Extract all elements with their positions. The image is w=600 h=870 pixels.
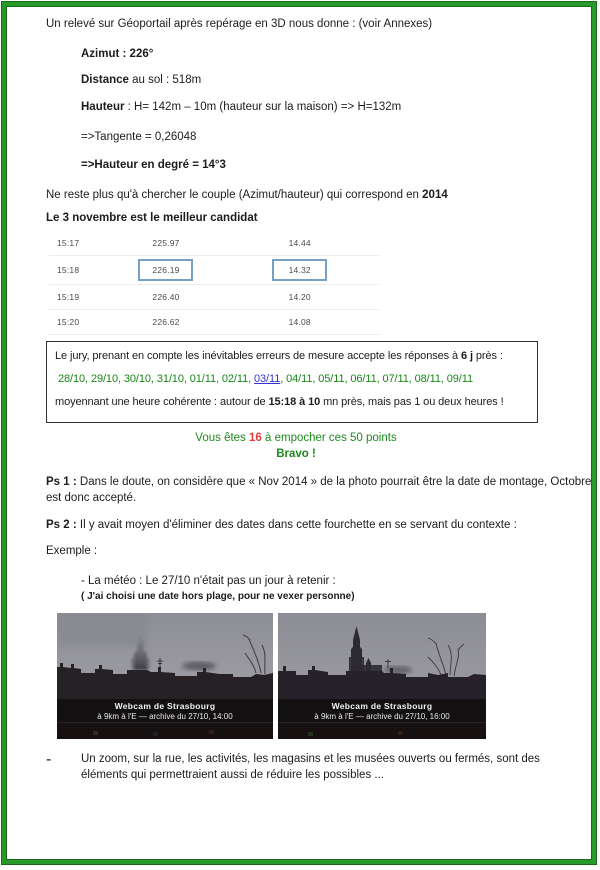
winners-count: 16 xyxy=(249,432,262,444)
meteo-line: - La météo : Le 27/10 n'était pas un jour à retenir : xyxy=(81,575,336,587)
jury-rule-end: près : xyxy=(472,350,503,362)
cell-time: 15:20 xyxy=(57,317,80,327)
cell-hauteur: 14.20 xyxy=(288,292,311,302)
webcam-subtitle: à 9km à l'E — archive du 27/10, 16:00 xyxy=(314,712,450,721)
ps2-note xyxy=(46,517,600,533)
example-label: Exemple : xyxy=(46,545,98,557)
distance-value: au sol : 518m xyxy=(128,74,202,86)
dates-before-link: 28/10, 29/10, 30/10, 31/10, 01/11, 02/11, xyxy=(58,373,255,385)
cell-time: 15:18 xyxy=(57,265,80,275)
search-sentence xyxy=(46,187,592,203)
hour-rule-text: moyennant une heure cohérente : autour de xyxy=(55,396,269,408)
bravo-line: Bravo ! xyxy=(276,448,316,460)
table-row xyxy=(49,231,379,256)
webcam-caption xyxy=(57,699,273,722)
winners-post: à empocher ces 50 points xyxy=(261,432,397,444)
webcam-subtitle: à 9km à l'E — archive du 27/10, 14:00 xyxy=(97,712,233,721)
window-glow xyxy=(398,731,403,735)
date-link-03-11[interactable]: 03/11 xyxy=(254,373,281,385)
table-row-highlighted xyxy=(49,256,379,285)
hauteur-value: : H= 142m – 10m (hauteur sur la maison) => H=132m xyxy=(124,101,402,113)
highlight-box-azimut: 226.19 xyxy=(138,259,193,281)
cell-time: 15:19 xyxy=(57,292,80,302)
cell-azimut: 225.97 xyxy=(152,238,180,248)
webcam-caption xyxy=(278,699,486,722)
window-glow xyxy=(308,732,313,736)
cell-hauteur: 14.44 xyxy=(288,238,311,248)
table-row xyxy=(49,310,379,335)
window-glow xyxy=(93,731,98,735)
document-content xyxy=(6,6,592,860)
cell-time: 15:17 xyxy=(57,238,80,248)
hour-rule-end: mn près, mais pas 1 ou deux heures ! xyxy=(320,396,504,408)
dates-after-link: , 04/11, 05/11, 06/11, 07/11, 08/11, 09/11 xyxy=(280,373,473,385)
hauteur-label: Hauteur xyxy=(81,101,125,113)
cell-hauteur xyxy=(220,259,379,281)
cell-azimut xyxy=(112,259,221,281)
highlight-box-hauteur: 14.32 xyxy=(272,259,327,281)
hour-rule-bold: 15:18 à 10 xyxy=(268,396,321,408)
bullet-dash: - xyxy=(46,751,52,768)
winners-pre: Vous êtes xyxy=(195,432,250,444)
window-glow xyxy=(153,732,158,736)
webcam-bottom-strip xyxy=(278,722,486,739)
bullet-text: Un zoom, sur la rue, les activités, les magasins et les musées ouverts ou fermés, sont des éléments qui permettraient aussi de réduire les possibles ... xyxy=(81,753,540,781)
search-year: 2014 xyxy=(422,189,448,201)
webcam-bottom-strip xyxy=(57,722,273,739)
measurement-hauteur xyxy=(81,99,592,115)
webcam-title: Webcam de Strasbourg xyxy=(331,701,433,711)
closing-bullet xyxy=(46,751,592,783)
table-row xyxy=(49,285,379,310)
jury-rule-text: Le jury, prenant en compte les inévitables erreurs de mesure accepte les réponses à xyxy=(55,350,461,362)
jury-rule-line xyxy=(55,349,529,364)
ps2-text: Il y avait moyen d'éliminer des dates dans cette fourchette en se servant du contexte : xyxy=(76,519,517,531)
aside-line: ( J'ai choisi une date hors plage, pour ne vexer personne) xyxy=(81,591,355,602)
jury-tolerance: 6 j xyxy=(460,350,473,362)
azimut-hauteur-table xyxy=(49,231,379,335)
ps2-label: Ps 2 : xyxy=(46,519,77,531)
distance-label: Distance xyxy=(81,74,129,86)
cell-azimut: 226.40 xyxy=(152,292,180,302)
webcam-photos-row xyxy=(57,613,592,739)
ps1-note xyxy=(46,475,600,506)
intro-line: Un relevé sur Géoportail après repérage en 3D nous donne : (voir Annexes) xyxy=(46,18,433,30)
ps1-label: Ps 1 : xyxy=(46,476,77,488)
winners-line xyxy=(46,431,546,446)
document-page xyxy=(2,2,596,864)
webcam-photo-foggy xyxy=(57,613,273,739)
search-text: Ne reste plus qu'à chercher le couple (Azimut/hauteur) qui correspond en xyxy=(46,189,423,201)
accepted-dates-line xyxy=(55,372,529,387)
webcam-title: Webcam de Strasbourg xyxy=(114,701,216,711)
cell-hauteur: 14.08 xyxy=(288,317,311,327)
measurement-azimut: Azimut : 226° xyxy=(81,48,154,60)
webcam-photo-clear xyxy=(278,613,486,739)
measurement-hauteur-degre: =>Hauteur en degré = 14°3 xyxy=(81,159,226,171)
dark-cloud xyxy=(182,662,216,671)
measurement-tangente: =>Tangente = 0,26048 xyxy=(81,131,197,143)
cell-azimut: 226.62 xyxy=(152,317,180,327)
jury-hour-line xyxy=(55,395,529,410)
candidate-sentence: Le 3 novembre est le meilleur candidat xyxy=(46,212,258,224)
measurement-distance xyxy=(81,72,592,88)
window-glow xyxy=(209,730,214,734)
ps1-text: Dans le doute, on considère que « Nov 2014 » de la photo pourrait être la date de montage, Octobre est donc accepté. xyxy=(46,476,592,504)
jury-rules-box xyxy=(46,341,538,423)
